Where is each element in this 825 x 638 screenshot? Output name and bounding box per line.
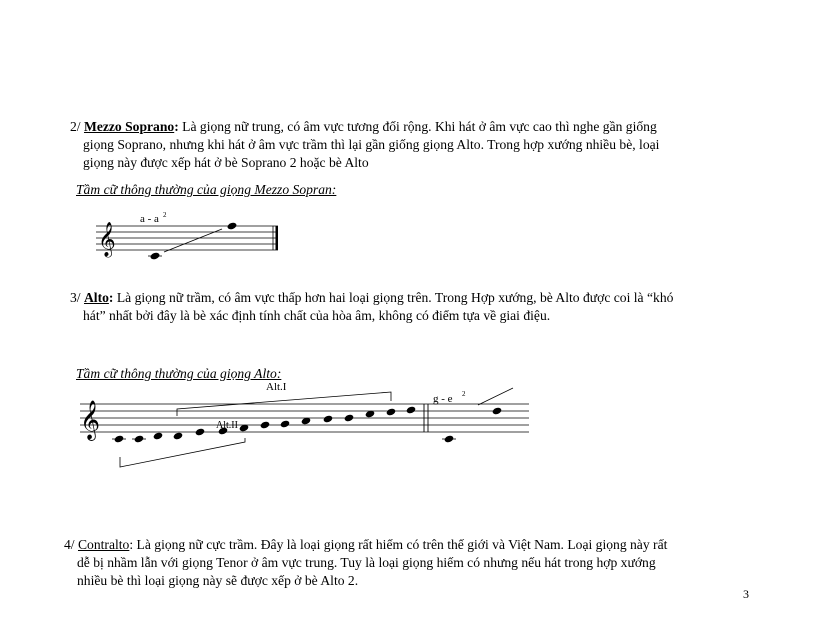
svg-text:a - a: a - a [140, 213, 159, 225]
paragraph-line: Là giọng nữ trầm, có âm vực thấp hơn hai loại giọng trên. Trong Hợp xướng, bè Alto được coi là “khó [116, 290, 674, 305]
svg-text:2: 2 [462, 390, 466, 398]
treble-clef-icon: 𝄞 [98, 222, 116, 257]
mezzo-staff [96, 226, 278, 250]
term-alto: Alto [83, 290, 109, 305]
section-number: 2/ [70, 119, 84, 134]
whole-note-icon [148, 252, 162, 261]
paragraph-line: giọng này được xếp hát ở bè Soprano 2 hoặc bè Alto [83, 155, 369, 170]
mezzo-range-label [140, 211, 167, 225]
alto-paragraph: 3/ Alto: Là giọng nữ trầm, có âm vực thấp hơn hai loại giọng trên. Trong Hợp xướng, bè Alto được coi là “khó hát” nhất bởi đây là bè xác định tính chất của hòa âm, không có điểm tựa về giai điệu. [70, 290, 674, 323]
range-connector [478, 388, 513, 405]
alto-staff [80, 404, 529, 432]
alt1-label: Alt.I [266, 381, 287, 393]
paragraph-line: giọng Soprano, nhưng khi hát ở âm vực trầm thì lại gần giống giọng Alto. Trong hợp xướng nhiều bè, loại [83, 137, 660, 152]
alto-range-label [433, 390, 466, 405]
paragraph-line: Là giọng nữ trung, có âm vực tương đối rộng. Khi hát ở âm vực cao thì nghe gần giống [182, 119, 657, 134]
paragraph-line: nhiều bè thì loại giọng này sẽ được xếp ở bè Alto 2. [77, 573, 359, 588]
page-number: 3 [743, 587, 749, 601]
mezzo-range-caption: Tầm cữ thông thường của giọng Mezzo Sopran: [76, 182, 337, 197]
section-number: 3/ [70, 290, 84, 305]
mezzo-soprano-paragraph: 2/ Mezzo Soprano: Là giọng nữ trung, có âm vực tương đối rộng. Khi hát ở âm vực cao thì nghe gần giống giọng Soprano, nhưng khi hát ở âm vực trầm thì lại gần giống giọng Alto. Trong hợp xướng nhiều bè, loại giọng này được xếp hát ở bè Soprano 2 hoặc bè Alto [70, 119, 660, 170]
treble-clef-icon: 𝄞 [80, 400, 101, 440]
range-connector [164, 229, 222, 252]
contralto-paragraph: 4/ Contralto: Là giọng nữ cực trầm. Đây là loại giọng rất hiếm có trên thế giới và Việt Nam. Loại giọng này rất dễ bị nhầm lẫn với giọng Tenor ở âm vực trung. Tuy là loại giọng hiếm có nhưng nếu hát trong hợp xướng nhiều bè thì loại giọng này sẽ được xếp ở bè Alto 2. [64, 537, 668, 588]
alto-range-caption: Tầm cữ thông thường của giọng Alto: [76, 366, 282, 381]
alt2-label: Alt.II [216, 420, 238, 431]
svg-text:g - e: g - e [433, 393, 453, 405]
paragraph-line: Là giọng nữ cực trầm. Đây là loại giọng rất hiếm có trên thế giới và Việt Nam. Loại giọng này rất [136, 537, 668, 552]
paragraph-line: hát” nhất bởi đây là bè xác định tính chất của hòa âm, không có điểm tựa về giai điệu. [83, 308, 551, 323]
alto-bracket-lower [120, 438, 245, 467]
term-contralto: Contralto [77, 537, 130, 552]
whole-note-icon [227, 222, 238, 231]
section-number: 4/ [64, 537, 78, 552]
term-mezzo-soprano: Mezzo Soprano [83, 119, 175, 134]
svg-text:2: 2 [163, 211, 167, 219]
paragraph-line: dễ bị nhầm lẫn với giọng Tenor ở âm vực trung. Tuy là loại giọng hiếm có nhưng nếu hát trong hợp xướng [77, 555, 656, 570]
